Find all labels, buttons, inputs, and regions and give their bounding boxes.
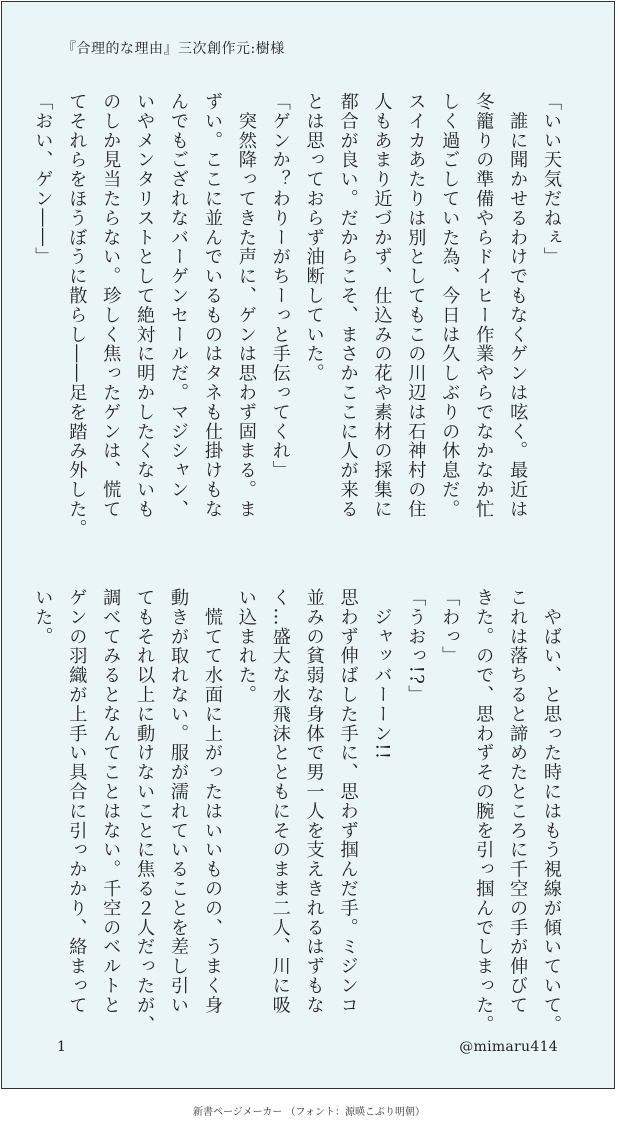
body-text-upper: 「いい天気だねぇ」 誰に聞かせるわけでもなくゲンは呟く。最近は 冬籠りの準備やらドイヒー作業やらでなかなか忙 しく過ごしていた為、今日は久しぶりの休息だ。 スイカあたりは別としてもこの川辺は石神村の住 人もあまり近づかず、仕込みの花や素材の採集に 都合が良い。だからこそ、まさかここに人が来る とは思っておらず油断していた。 「ゲンか？わりーがちーっと手伝ってくれ」 突然降ってきた声に、ゲンは思わず固まる。ま ずい。ここに並んでいるものはタネも仕掛けもな んでもござれなバーゲンセールだ。マジシャン、 いやメンタリストとして絶対に明かしたくないも のしか見当たらない。珍しく焦ったゲンは、慌て てそれらをほうぼうに散らし――足を踏み外した。 「おい、ゲン――」	[32, 92, 562, 539]
book-page	[1, 1, 615, 1089]
page-number: 1	[57, 1039, 66, 1055]
generator-credit: 新書ページメーカー （フォント：源暎こぶり明朝）	[193, 1107, 425, 1118]
page-header: 『合理的な理由』三次創作元:樹様	[62, 41, 285, 57]
body-text-lower: やばい、と思った時にはもう視線が傾いていて。 これは落ちると諦めたところに千空の手が伸びて きた。ので、思わずその腕を引っ掴んでしまった。 「わっ」 「うおっ!?」 ジャッバーーン!! 思わず伸ばした手に、思わず掴んだ手。ミジンコ 並みの貧弱な身体で男一人を支えきれるはずもな く…盛大な水飛沫とともにそのまま二人、川に吸 い込まれた。 慌てて水面に上がったはいいものの、うまく身 動きが取れない。服が濡れていることを差し引い てもそれ以上に動けないことに焦る２人だったが、 調べてみるとなんてことはない。千空のベルトと ゲンの羽織が上手い具合に引っかかり、絡まって いた。	[32, 588, 562, 1035]
author-handle: @mimaru414	[459, 1039, 558, 1055]
